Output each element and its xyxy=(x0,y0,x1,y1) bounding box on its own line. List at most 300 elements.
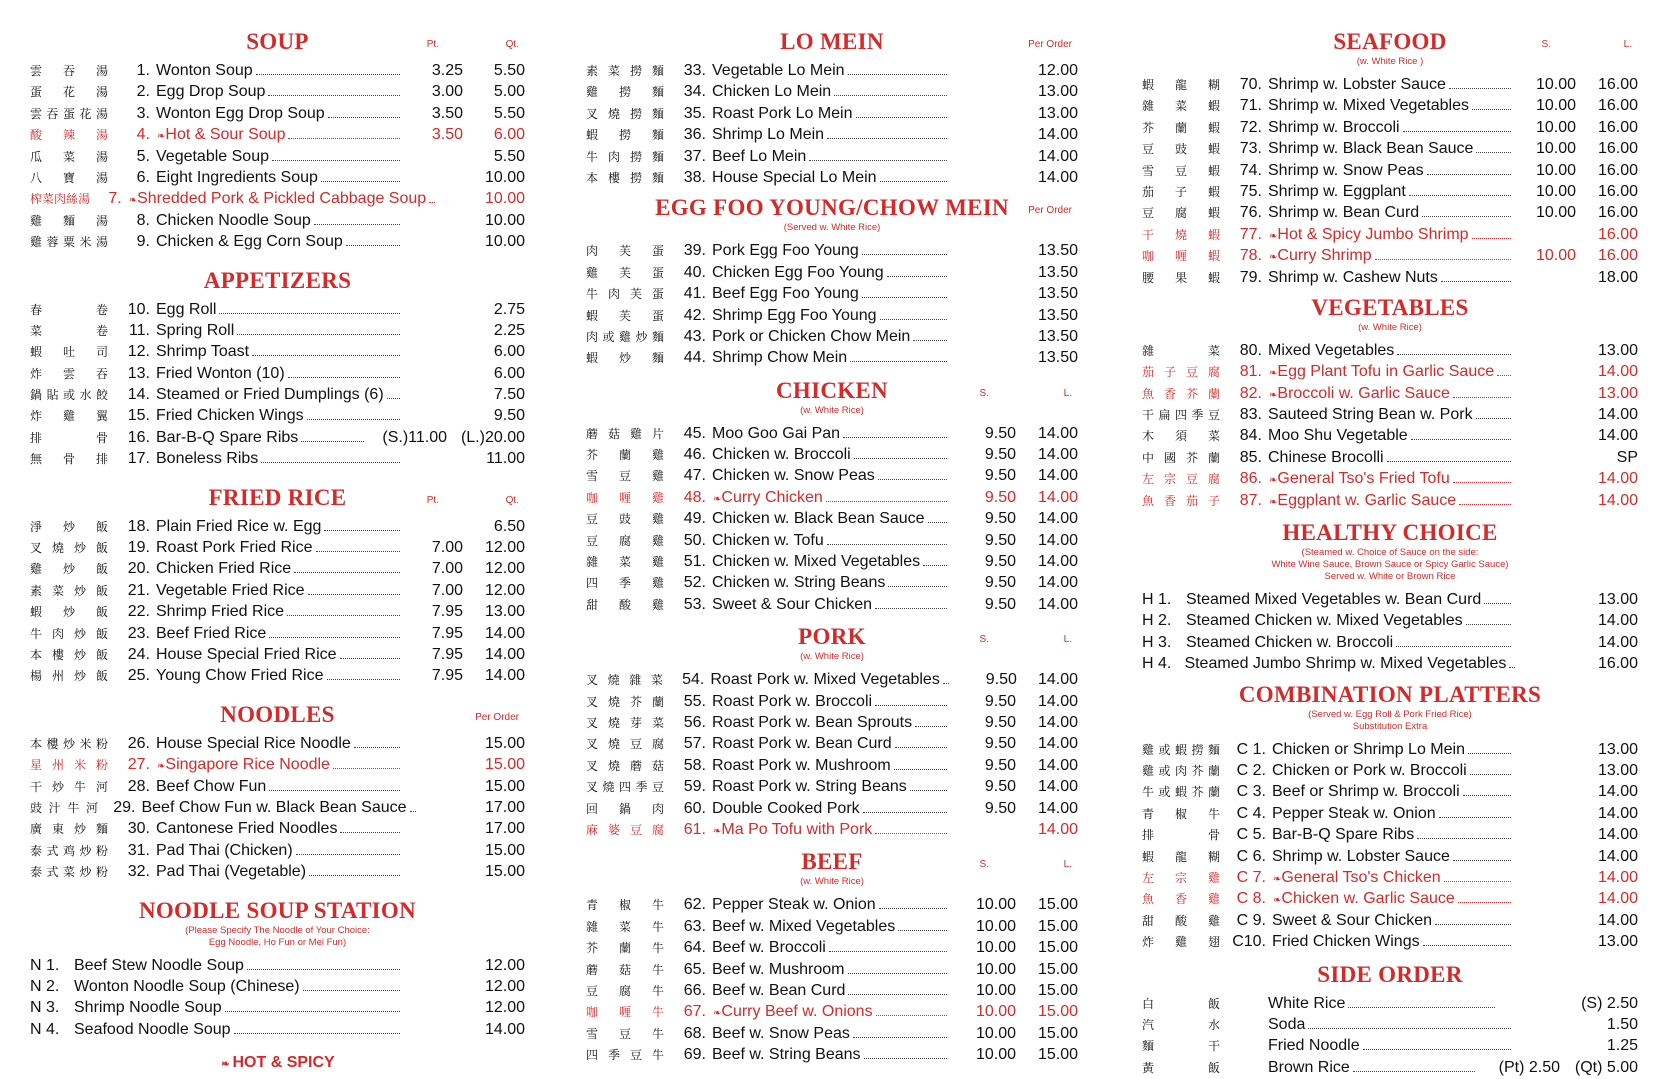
menu-item[interactable] xyxy=(586,937,1078,958)
menu-item[interactable] xyxy=(586,755,1078,776)
price-small: 10.00 xyxy=(1535,140,1576,158)
item-name: Roast Pork Fried Rice xyxy=(156,539,313,557)
chinese-name: 木 須 菜 xyxy=(1142,429,1220,444)
menu-item-list xyxy=(30,516,525,687)
price-small: 9.50 xyxy=(984,446,1016,464)
menu-item[interactable] xyxy=(586,551,1078,572)
price-large: (L.)20.00 xyxy=(460,428,525,446)
dot-leader xyxy=(843,437,947,438)
menu-item[interactable] xyxy=(1142,425,1638,446)
item-number: 29. xyxy=(113,798,136,816)
item-number: 74. xyxy=(1239,161,1262,179)
section-header xyxy=(30,701,525,729)
menu-item[interactable] xyxy=(586,465,1078,486)
price-large: 10.00 xyxy=(484,211,525,229)
menu-item[interactable] xyxy=(1142,447,1638,468)
menu-item[interactable] xyxy=(586,819,1078,840)
menu-item[interactable] xyxy=(1142,653,1638,674)
item-name: Pepper Steak w. Onion xyxy=(1272,804,1436,822)
chinese-name: 素 菜 撈 麵 xyxy=(586,64,664,78)
menu-item[interactable] xyxy=(1142,267,1638,288)
menu-item[interactable] xyxy=(586,980,1078,1001)
chinese-name: 楊 州 炒 飯 xyxy=(30,669,108,684)
dot-leader xyxy=(856,117,947,118)
menu-item[interactable] xyxy=(586,1044,1078,1065)
item-number: 75. xyxy=(1239,182,1262,200)
menu-item[interactable] xyxy=(30,955,525,976)
menu-item[interactable] xyxy=(586,103,1078,124)
chinese-name: 廣 東 炒 麵 xyxy=(30,822,108,837)
dot-leader xyxy=(333,768,400,769)
menu-item[interactable] xyxy=(30,861,525,882)
menu-item[interactable] xyxy=(30,103,525,124)
chinese-name: 豆 腐 蝦 xyxy=(1142,206,1220,221)
chinese-name: 牛 或 蝦 芥 蘭 xyxy=(1142,785,1220,800)
price-large: 1.25 xyxy=(1606,1037,1638,1055)
menu-item[interactable] xyxy=(30,644,525,665)
item-number: 65. xyxy=(683,960,706,978)
item-name: Egg Drop Soup xyxy=(156,83,266,101)
menu-item[interactable] xyxy=(30,448,525,469)
price-column-header-small: S. xyxy=(1541,39,1551,50)
item-number: 7. xyxy=(108,190,122,208)
item-name: Beef Stew Noodle Soup xyxy=(74,956,244,974)
menu-item[interactable] xyxy=(30,188,525,209)
menu-item[interactable] xyxy=(30,1019,525,1040)
chinese-name: 瓜 菜 湯 xyxy=(30,149,108,164)
menu-section-appetizers xyxy=(30,267,525,470)
price-large: 16.00 xyxy=(1597,118,1638,136)
menu-item[interactable] xyxy=(30,516,525,537)
menu-item-list xyxy=(586,240,1078,368)
menu-item[interactable] xyxy=(586,124,1078,145)
item-number: 40. xyxy=(683,263,706,281)
item-number: 83. xyxy=(1239,406,1262,424)
menu-item[interactable] xyxy=(1142,383,1638,404)
menu-item[interactable] xyxy=(1142,867,1638,888)
menu-item[interactable] xyxy=(1142,468,1638,489)
menu-item[interactable] xyxy=(586,60,1078,81)
menu-item[interactable] xyxy=(586,733,1078,754)
menu-item[interactable] xyxy=(30,558,525,579)
price-column-header-large: Per Order xyxy=(475,711,519,723)
menu-item[interactable] xyxy=(1142,739,1638,760)
item-number: 1. xyxy=(136,62,150,79)
menu-item[interactable] xyxy=(30,797,525,818)
item-name: Shrimp Egg Foo Young xyxy=(712,306,877,324)
section-header xyxy=(586,623,1078,651)
menu-item[interactable] xyxy=(30,818,525,839)
item-number: 18. xyxy=(127,517,150,535)
dot-leader xyxy=(1308,1028,1511,1029)
section-title: SEAFOOD xyxy=(1333,29,1447,54)
section-note: (Please Specify The Noodle of Your Choice: xyxy=(185,924,370,936)
menu-item[interactable] xyxy=(586,146,1078,167)
menu-item[interactable] xyxy=(1142,803,1638,824)
price-large: 16.00 xyxy=(1597,161,1638,179)
menu-item[interactable] xyxy=(586,712,1078,733)
section-header xyxy=(586,377,1078,405)
price-large: 15.00 xyxy=(1037,1024,1078,1042)
item-name: Roast Pork w. Broccoli xyxy=(712,692,873,710)
item-number: C 7. xyxy=(1236,868,1266,886)
menu-item[interactable] xyxy=(30,976,525,997)
item-number: 9. xyxy=(136,233,150,251)
menu-item[interactable] xyxy=(30,124,525,145)
menu-item[interactable] xyxy=(1142,993,1638,1014)
menu-item[interactable] xyxy=(1142,846,1638,867)
chinese-name: 蝦 吐 司 xyxy=(30,345,108,360)
pepper-icon: ❧ xyxy=(713,825,722,837)
price-large: 13.00 xyxy=(1597,591,1638,609)
item-number: 60. xyxy=(683,799,706,817)
item-name: Chicken w. Garlic Sauce xyxy=(1281,890,1455,908)
price-large: 14.00 xyxy=(1037,531,1078,549)
section-title: LO MEIN xyxy=(780,29,884,54)
item-name: Steamed Mixed Vegetables w. Bean Curd xyxy=(1186,591,1482,609)
menu-item[interactable] xyxy=(1142,1057,1638,1078)
section-header xyxy=(1142,294,1638,322)
item-name: Fried Wonton (10) xyxy=(156,364,285,382)
section-header xyxy=(1142,961,1638,989)
dot-leader xyxy=(1459,504,1511,505)
menu-item[interactable] xyxy=(30,341,525,362)
chinese-name: 排 骨 xyxy=(1142,828,1220,843)
chinese-name: 榨 菜 肉 絲 湯 xyxy=(30,192,91,207)
menu-item[interactable] xyxy=(30,167,525,188)
price-large: 14.00 xyxy=(1597,363,1638,381)
item-number: 45. xyxy=(683,424,706,442)
dot-leader xyxy=(1466,624,1511,625)
dot-leader xyxy=(827,138,947,139)
dot-leader xyxy=(878,479,947,480)
price-small: (Pt) 2.50 xyxy=(1498,1058,1560,1076)
dot-leader xyxy=(1427,174,1511,175)
dot-leader xyxy=(301,441,364,442)
menu-item[interactable] xyxy=(30,299,525,320)
menu-item[interactable] xyxy=(30,665,525,686)
dot-leader xyxy=(1422,216,1511,217)
menu-item[interactable] xyxy=(1142,490,1638,511)
dot-leader xyxy=(887,276,947,277)
dot-leader xyxy=(219,313,400,314)
menu-item[interactable] xyxy=(30,81,525,102)
chinese-name: 中 國 芥 蘭 xyxy=(1142,450,1220,465)
price-small: 9.50 xyxy=(984,531,1016,549)
menu-item[interactable] xyxy=(586,240,1078,261)
price-large: 14.00 xyxy=(1597,491,1638,509)
price-small: 10.00 xyxy=(975,981,1016,999)
item-name: Shrimp w. Mixed Vegetables xyxy=(1268,97,1469,115)
item-name: Beef w. Bean Curd xyxy=(712,981,846,999)
menu-item[interactable] xyxy=(1142,181,1638,202)
menu-item[interactable] xyxy=(30,997,525,1018)
item-number: 27. xyxy=(127,756,150,774)
item-name: Beef Egg Foo Young xyxy=(712,285,859,303)
menu-item[interactable] xyxy=(30,384,525,405)
chinese-name: 雞 麵 湯 xyxy=(30,213,108,228)
menu-section-soup xyxy=(30,28,525,253)
menu-item[interactable] xyxy=(1142,404,1638,425)
price-large: 14.00 xyxy=(1037,574,1078,592)
item-name: Beef Chow Fun w. Black Bean Sauce xyxy=(141,798,407,816)
chinese-name: 雞 撈 麵 xyxy=(586,85,664,100)
menu-item[interactable] xyxy=(30,427,525,448)
price-large: 14.00 xyxy=(1597,911,1638,929)
price-large: 13.00 xyxy=(484,603,525,621)
menu-item[interactable] xyxy=(1142,781,1638,802)
chinese-name: 牛 肉 撈 麵 xyxy=(586,149,664,164)
menu-item[interactable] xyxy=(586,894,1078,915)
price-large: 16.00 xyxy=(1597,97,1638,115)
menu-item[interactable] xyxy=(586,508,1078,529)
chinese-name: 酸 辣 湯 xyxy=(30,128,108,143)
menu-item[interactable] xyxy=(1142,910,1638,931)
item-name: Roast Pork w. Mushroom xyxy=(712,756,891,774)
item-name: Chicken w. Black Bean Sauce xyxy=(712,510,925,528)
pepper-icon: ❧ xyxy=(221,1059,233,1071)
menu-item[interactable] xyxy=(30,60,525,81)
price-small: 10.00 xyxy=(1535,97,1576,115)
chinese-name: 甜 酸 雞 xyxy=(1142,913,1220,928)
section-title: NOODLES xyxy=(220,701,335,727)
menu-item[interactable] xyxy=(586,572,1078,593)
menu-item[interactable] xyxy=(1142,117,1638,138)
menu-item[interactable] xyxy=(586,326,1078,347)
dot-leader xyxy=(346,245,400,246)
menu-item[interactable] xyxy=(586,347,1078,368)
price-column-header-large: Qt. xyxy=(505,39,519,50)
chinese-name: 本 樓 炒 飯 xyxy=(30,647,108,662)
price-small: 9.50 xyxy=(984,424,1016,442)
menu-item[interactable] xyxy=(1142,760,1638,781)
item-name: Shrimp w. Lobster Sauce xyxy=(1268,76,1446,93)
menu-item[interactable] xyxy=(30,601,525,622)
price-large: 12.00 xyxy=(484,581,525,599)
menu-item[interactable] xyxy=(1142,160,1638,181)
item-name: Beef w. Broccoli xyxy=(712,939,826,957)
chinese-name: 春 卷 xyxy=(30,302,108,317)
chinese-name: 蝦 撈 麵 xyxy=(586,128,664,143)
menu-item[interactable] xyxy=(1142,340,1638,361)
menu-item[interactable] xyxy=(30,231,525,252)
item-code: N 2. xyxy=(30,977,60,995)
price-small: 9.50 xyxy=(984,595,1016,613)
dot-leader xyxy=(1476,418,1511,419)
chinese-name: 炸 雞 翅 xyxy=(1142,935,1220,950)
menu-item[interactable] xyxy=(30,754,525,775)
price-large: 14.00 xyxy=(1597,470,1638,488)
dot-leader xyxy=(354,747,400,748)
dot-leader xyxy=(864,1058,947,1059)
pepper-icon: ❧ xyxy=(1273,873,1282,885)
chinese-name: 蝦 炒 麵 xyxy=(586,351,664,366)
chinese-name: 泰 式 鸡 炒 粉 xyxy=(30,843,108,858)
menu-item[interactable] xyxy=(1142,245,1638,266)
chinese-name: 叉 燒 芽 菜 xyxy=(586,715,664,730)
chinese-name: 汽 水 xyxy=(1142,1017,1220,1032)
item-number: C 5. xyxy=(1236,826,1266,844)
item-number: 42. xyxy=(683,306,706,324)
item-name: Chicken or Pork w. Broccoli xyxy=(1272,761,1467,779)
chinese-name: 排 骨 xyxy=(30,430,108,445)
item-name: Fried Chicken Wings xyxy=(156,407,304,425)
menu-item[interactable] xyxy=(30,580,525,601)
menu-item[interactable] xyxy=(30,363,525,384)
item-number: 15. xyxy=(127,407,150,425)
item-number: 54. xyxy=(682,671,705,689)
item-number: 57. xyxy=(683,735,706,753)
item-name: Beef Fried Rice xyxy=(156,624,267,642)
menu-item[interactable] xyxy=(30,210,525,231)
menu-item[interactable] xyxy=(586,167,1078,188)
item-name: Shrimp w. Lobster Sauce xyxy=(1272,847,1450,865)
menu-item[interactable] xyxy=(1142,1035,1638,1056)
price-large: 14.00 xyxy=(1597,890,1638,908)
dot-leader xyxy=(296,854,400,855)
menu-item[interactable] xyxy=(30,537,525,558)
price-large: 14.00 xyxy=(1037,147,1078,165)
price-large: 16.00 xyxy=(1597,204,1638,222)
menu-item[interactable] xyxy=(586,798,1078,819)
chinese-name: 青 椒 牛 xyxy=(586,898,664,913)
dot-leader xyxy=(247,969,400,970)
price-large: 5.50 xyxy=(493,147,525,165)
menu-item[interactable] xyxy=(30,776,525,797)
price-large: 15.00 xyxy=(484,841,525,859)
dot-leader xyxy=(261,462,400,463)
price-large: 14.00 xyxy=(1037,424,1078,442)
price-small: 7.00 xyxy=(431,560,463,578)
section-header xyxy=(30,897,525,925)
item-name: Steamed Chicken w. Broccoli xyxy=(1186,633,1394,651)
item-name: General Tso's Chicken xyxy=(1281,868,1441,886)
chinese-name: 豆 豉 蝦 xyxy=(1142,142,1220,157)
menu-item[interactable] xyxy=(586,691,1078,712)
section-header xyxy=(586,848,1078,876)
menu-item[interactable] xyxy=(586,959,1078,980)
price-small: 9.50 xyxy=(985,671,1017,689)
menu-item[interactable] xyxy=(1142,632,1638,653)
item-number: 31. xyxy=(127,841,150,859)
dot-leader xyxy=(308,594,400,595)
chinese-name: 星 州 米 粉 xyxy=(30,758,108,773)
price-small: 9.50 xyxy=(984,778,1016,796)
dot-leader xyxy=(268,95,400,96)
menu-item[interactable] xyxy=(586,305,1078,326)
menu-item[interactable] xyxy=(1142,1014,1638,1035)
menu-item[interactable] xyxy=(586,669,1078,690)
item-name: Steamed or Fried Dumplings (6) xyxy=(156,386,384,404)
item-name: Chicken or Shrimp Lo Mein xyxy=(1272,740,1465,758)
menu-item[interactable] xyxy=(1142,931,1638,952)
dot-leader xyxy=(309,875,400,876)
item-name: Plain Fried Rice w. Egg xyxy=(156,517,322,535)
menu-section-chicken xyxy=(586,377,1078,616)
dot-leader xyxy=(1397,354,1511,355)
section-title: FRIED RICE xyxy=(208,484,347,510)
menu-item[interactable] xyxy=(586,1001,1078,1022)
dot-leader xyxy=(880,319,947,320)
item-name: Moo Goo Gai Pan xyxy=(712,424,841,442)
menu-item[interactable] xyxy=(1142,610,1638,631)
price-small: 3.25 xyxy=(431,62,463,79)
section-note: (Steamed w. Choice of Sauce on the side: xyxy=(1301,547,1479,559)
item-number: 59. xyxy=(683,778,706,796)
menu-item[interactable] xyxy=(586,776,1078,797)
menu-item[interactable] xyxy=(1142,138,1638,159)
price-small: 10.00 xyxy=(975,896,1016,914)
item-number: 46. xyxy=(683,446,706,464)
menu-item[interactable] xyxy=(30,320,525,341)
menu-item[interactable] xyxy=(1142,361,1638,382)
menu-item[interactable] xyxy=(1142,824,1638,845)
menu-item[interactable] xyxy=(30,623,525,644)
menu-item[interactable] xyxy=(30,733,525,754)
dot-leader xyxy=(848,74,947,75)
menu-item[interactable] xyxy=(1142,74,1638,95)
item-number: 8. xyxy=(136,211,150,229)
item-number: C 1. xyxy=(1236,740,1266,758)
item-number: 10. xyxy=(127,300,150,318)
price-large: 1.50 xyxy=(1606,1015,1638,1033)
item-number: 11. xyxy=(128,321,150,339)
price-large: 14.00 xyxy=(1037,735,1078,753)
chinese-name: 雞 炒 飯 xyxy=(30,562,108,577)
item-number: 49. xyxy=(683,510,706,528)
dot-leader xyxy=(1396,646,1511,647)
chinese-name: 麵 干 xyxy=(1142,1039,1220,1054)
item-number: 48. xyxy=(683,488,706,506)
dot-leader xyxy=(848,973,948,974)
menu-item[interactable] xyxy=(586,444,1078,465)
item-number: 51. xyxy=(683,553,706,571)
price-small: 10.00 xyxy=(975,1024,1016,1042)
menu-item[interactable] xyxy=(1142,95,1638,116)
chinese-name: 淨 炒 飯 xyxy=(30,519,108,534)
menu-item[interactable] xyxy=(1142,202,1638,223)
menu-item[interactable] xyxy=(30,146,525,167)
menu-item[interactable] xyxy=(586,530,1078,551)
menu-item[interactable] xyxy=(586,81,1078,102)
menu-item-list xyxy=(586,669,1078,840)
dot-leader xyxy=(321,181,400,182)
dot-leader xyxy=(895,747,947,748)
item-name: Shrimp Fried Rice xyxy=(156,603,285,621)
dot-leader xyxy=(879,908,947,909)
menu-item[interactable] xyxy=(30,840,525,861)
menu-item[interactable] xyxy=(1142,224,1638,245)
item-code: N 4. xyxy=(30,1020,60,1038)
menu-item[interactable] xyxy=(586,423,1078,444)
menu-item[interactable] xyxy=(1142,888,1638,909)
menu-item[interactable] xyxy=(586,1023,1078,1044)
item-number: 73. xyxy=(1239,140,1262,158)
menu-item[interactable] xyxy=(586,487,1078,508)
menu-item[interactable] xyxy=(586,594,1078,615)
item-name: Eggplant w. Garlic Sauce xyxy=(1277,491,1457,509)
menu-item[interactable] xyxy=(586,262,1078,283)
chinese-name: 豆 豉 雞 xyxy=(586,512,664,527)
chinese-name: 叉 燒 蘑 菇 xyxy=(586,758,664,773)
price-large: 16.00 xyxy=(1597,76,1638,93)
menu-item[interactable] xyxy=(1142,589,1638,610)
menu-item[interactable] xyxy=(586,916,1078,937)
menu-item[interactable] xyxy=(30,405,525,426)
pepper-icon: ❧ xyxy=(1269,252,1278,264)
item-name: Curry Shrimp xyxy=(1277,247,1372,265)
menu-item[interactable] xyxy=(586,283,1078,304)
